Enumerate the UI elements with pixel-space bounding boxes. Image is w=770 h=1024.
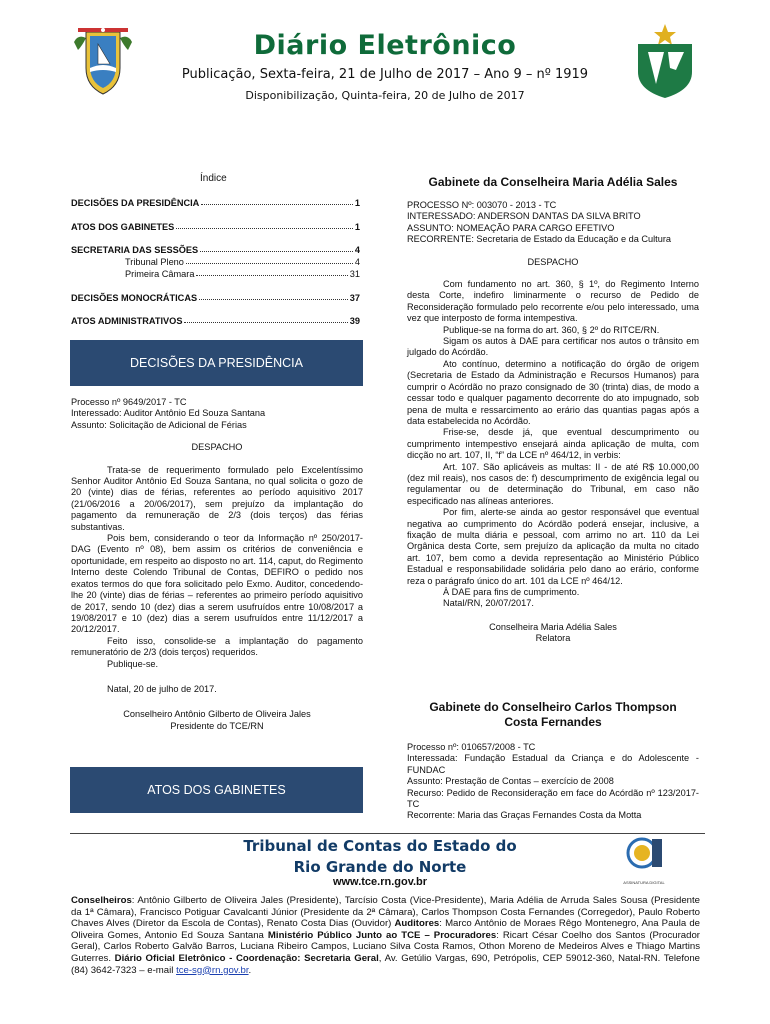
interessado-line: Interessado: Auditor Antônio Ed Souza Santana — [71, 408, 266, 419]
assunto-line: ASSUNTO: NOMEAÇÃO PARA CARGO EFETIVO — [407, 222, 615, 233]
date-line: Natal/RN, 20/07/2017. — [443, 598, 534, 609]
paragraph: Frise-se, desde já, que eventual descumprimento ou cumprimento intempestivo ensejará ainda aplicação de multa, com dicção no art. 107, II, “f” da LCE nº 464/12, in verbis: — [407, 427, 699, 461]
toc-entry[interactable]: DECISÕES MONOCRÁTICAS 37 — [71, 293, 360, 303]
processo-line: Processo nº 9649/2017 - TC — [71, 397, 187, 407]
footer-divider — [70, 833, 705, 834]
tribunal-name: Tribunal de Contas do Estado do Rio Grande do Norte — [243, 837, 517, 876]
interessado-line: Interessada: Fundação Estadual da Criança e do Adolescente - FUNDAC — [407, 753, 699, 775]
toc-entry[interactable]: ATOS ADMINISTRATIVOS 39 — [71, 316, 360, 326]
digital-signature-badge: ASSINATURA DIGITAL — [622, 835, 666, 881]
processo-line: PROCESSO Nº: 003070 - 2013 - TC — [407, 200, 557, 210]
paragraph: Trata-se de requerimento formulado pelo Excelentíssimo Senhor Auditor Antônio Ed Souza Santana, no qual solicita o gozo de 20 (vinte) dias de férias, referentes ao período aquisitivo 2017 (21/06/2016 a 20/06/2017), sem prejuízo da implantação do pagamento da remuneração de 2/3 (dois terços) das férias substantivas. — [71, 464, 363, 532]
toc-entry[interactable]: SECRETARIA DAS SESSÕES 4 — [71, 245, 360, 255]
processo-line: Processo nº: 010657/2008 - TC — [407, 742, 536, 752]
interessado-line: INTERESSADO: ANDERSON DANTAS DA SILVA BRITO — [407, 211, 641, 222]
assunto-line: Assunto: Solicitação de Adicional de Férias — [71, 419, 247, 430]
signer-role: Relatora — [535, 633, 571, 644]
section-banner-presidencia: DECISÕES DA PRESIDÊNCIA — [70, 340, 363, 386]
paragraph: À DAE para fins de cumprimento. — [443, 587, 580, 597]
signer-role: Presidente do TCE/RN — [170, 720, 264, 731]
recorrente-line: RECORRENTE: Secretaria de Estado da Educação e da Cultura — [407, 234, 672, 245]
website-link[interactable]: www.tce.rn.gov.br — [332, 876, 428, 888]
paragraph: Publique-se. — [107, 658, 159, 669]
paragraph: Por fim, alerte-se ainda ao gestor responsável que eventual negativa ao cumprimento do Acórdão poderá ensejar, inclusive, a fixação de multa diária e pessoal, com arrimo no art. 110 da Lei Orgânica desta Corte, sem prejuízo da aplicação da multa no citado art. 107, bem como a devida representação ao Ministério Público Estadual e responsabilidade solidária pelo dano ao erário, conforme reza o parágrafo único do art. 101 da LCE nº 464/12. — [407, 507, 699, 586]
date-line: Natal, 20 de julho de 2017. — [107, 683, 217, 694]
assunto-line: Assunto: Prestação de Contas – exercício de 2008 — [407, 776, 614, 787]
toc-subentry[interactable]: Tribunal Pleno 4 — [125, 257, 360, 267]
paragraph: Art. 107. São aplicáveis as multas: II - de até R$ 10.000,00 (dez mil reais), nos casos de: f) descumprimento de exigência legal ou regulamentar ou de determinação do Tribunal, em caso não especificado nas alíneas anteriores. — [407, 461, 699, 506]
recurso-line: Recurso: Pedido de Reconsideração em face do Acórdão nº 123/2017-TC — [407, 787, 699, 810]
paragraph: Feito isso, consolide-se a implantação do pagamento remuneratório de 2/3 (dois terços) requeridos. — [71, 635, 363, 658]
adelia-section — [407, 200, 699, 645]
despacho-heading: DESPACHO — [191, 442, 243, 453]
paragraph: Sigam os autos à DAE para certificar nos autos o trânsito em julgado do Acórdão. — [407, 336, 699, 358]
signer-name: Conselheira Maria Adélia Sales — [489, 621, 617, 632]
toc-subentry[interactable]: Primeira Câmara 31 — [125, 269, 360, 279]
paragraph: Com fundamento no art. 360, § 1º, do Regimento Interno desta Corte, indefiro liminarmente o recurso de Pedido de Reconsideração formulado pelo recorrente e/ou pelo interessado, uma vez que interposto de forma intempestiva. — [407, 279, 699, 324]
index-title: Índice — [200, 173, 227, 184]
recorrente-line: Recorrente: Maria das Graças Fernandes Costa da Motta — [407, 810, 642, 821]
paragraph: Publique-se na forma do art. 360, § 2º do RITCE/RN. — [443, 324, 660, 335]
publication-line: Publicação, Sexta-feira, 21 de Julho de 2017 – Ano 9 – nº 1919 — [181, 67, 589, 82]
paragraph: Ato contínuo, determino a notificação do órgão de origem (Secretaria de Estado da Administração e Recursos Humanos) para cumprir o Acórdão no prazo consignado de 30 (trinta) dias, de modo a cessar todo e qualquer pagamento decorrente do ato impugnado, sob pena de multa e ressarcimento ao erário das quantias pagas após a data estabelecida no Acórdão. — [407, 358, 699, 426]
email-link[interactable]: tce-sg@rn.gov.br — [176, 964, 249, 976]
section-banner-gabinetes: ATOS DOS GABINETES — [70, 767, 363, 813]
journal-title: Diário Eletrônico — [253, 30, 517, 61]
footer-credits: Conselheiros: Antônio Gilberto de Oliveira Jales (Presidente), Tarcísio Costa (Vice-Presidente), Maria Adélia de Arruda Sales Sousa (Presidente da 1ª Câmara), Francisco Potiguar Cavalcanti Júnior (Presidente da 2ª Câmara), Carlos Thompson Costa Fernandes (Corregedor), Paulo Roberto Chaves Alves (Diretor da Escola de Contas), Renato Costa Dias (Ouvidor) Auditores: Marco Antônio de Moraes Rêgo Montenegro, Ana Paula de Oliveira Gomes, Antonio Ed Souza Santana Ministério Público Junto ao TCE – Procuradores: Ricart César Coelho dos Santos (Procurador Geral), Carlos Roberto Galvão Barros, Luciana Ribeiro Campos, Luciano Silva Costa Ramos, Othon Moreno de Medeiros Alves e Thiago Martins Guterres. Diário Oficial Eletrônico - Coordenação: Secretaria Geral, Av. Getúlio Vargas, 690, Petrópolis, CEP 59012-360, Natal-RN. Telefone (84) 3642-7323 – e-mail tce-sg@rn.gov.br. — [71, 895, 701, 976]
thompson-section — [407, 742, 699, 822]
presidencia-section — [71, 397, 363, 732]
adelia-heading: Gabinete da Conselheira Maria Adélia Sales — [428, 175, 678, 189]
toc-entry[interactable]: ATOS DOS GABINETES 1 — [71, 222, 360, 232]
toc-entry[interactable]: DECISÕES DA PRESIDÊNCIA 1 — [71, 198, 360, 208]
availability-line: Disponibilização, Quinta-feira, 20 de Julho de 2017 — [245, 89, 525, 102]
thompson-heading: Gabinete do Conselheiro Carlos Thompson Costa Fernandes — [429, 700, 677, 729]
despacho-heading: DESPACHO — [527, 256, 579, 267]
paragraph: Pois bem, considerando o teor da Informação nº 250/2017-DAG (Evento nº 08), bem assim os critérios de conveniência e oportunidade, em respeito ao disposto no art. 114, caput, do Regimento Interno deste Colendo Tribunal de Contas, DEFIRO o pedido nos exatos termos do que fora solicitado pelo Exmo. Auditor, concedendo-lhe 20 (vinte) dias de férias – referentes ao primeiro período aquisitivo de 2017, sendo 10 (dez) dias a serem usufruídos entre 10/08/2017 a 19/08/2017 e 10 (dez) dias a serem usufruídos entre 11/12/2017 a 20/12/2017. — [71, 533, 363, 635]
signer-name: Conselheiro Antônio Gilberto de Oliveira Jales — [123, 709, 311, 720]
